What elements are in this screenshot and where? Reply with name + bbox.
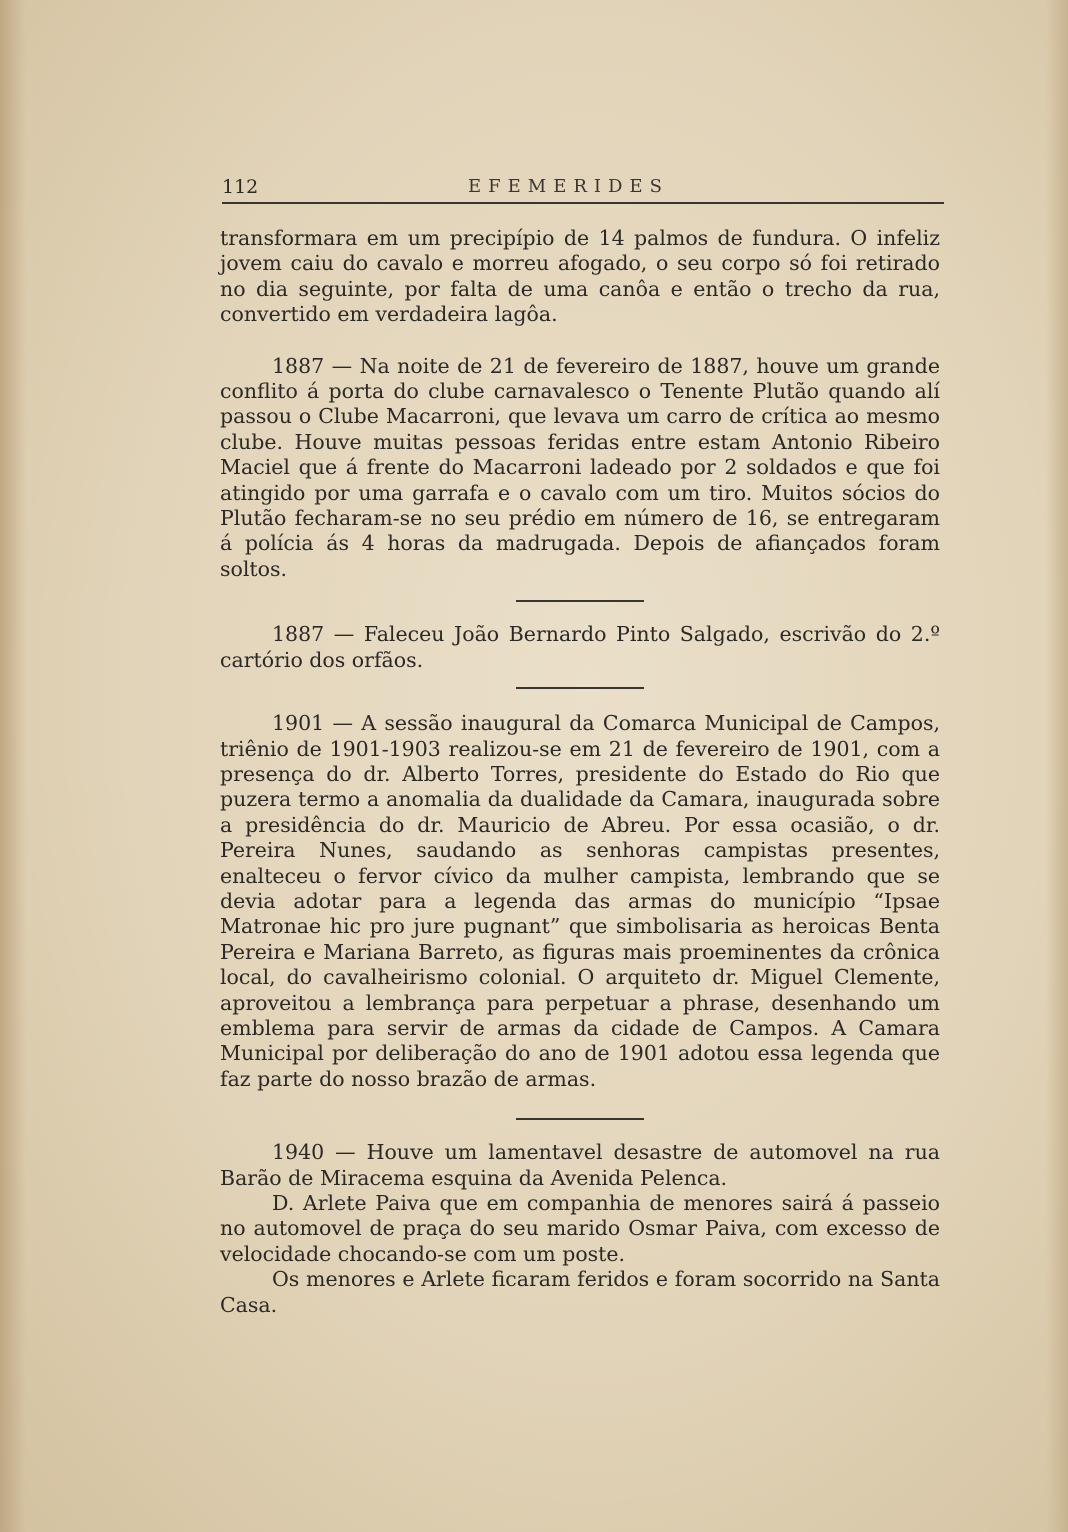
page-header [222,172,944,204]
page-edge-shadow-right [1046,0,1068,1532]
running-title: EFEMERIDES [468,176,669,197]
page-body [220,226,940,1318]
entry-1887-falecimento: 1887 — Faleceu João Bernardo Pinto Salgado, escrivão do 2.º cartório dos orfãos. [220,622,940,672]
entry-1940-desastre: 1940 — Houve um lamentavel desastre de automovel na rua Barão de Miracema esquina da Avenida Pelenca. [220,1140,940,1190]
page-number: 112 [222,176,259,198]
entry-1901-sessao: 1901 — A sessão inaugural da Comarca Municipal de Campos, triênio de 1901-1903 realizou-se em 21 de fevereiro de 1901, com a presença do dr. Alberto Torres, presidente do Estado do Rio que puzera termo a anomalia da dualidade da Camara, inaugurada sobre a presidência do dr. Mauricio de Abreu. Por essa ocasião, o dr. Pereira Nunes, saudando as senhoras campistas presentes, enalteceu o fervor cívico da mulher campista, lembrando que se devia adotar para a legenda das armas do município “Ipsae Matronae hic pro jure pugnant” que simbolisaria as heroicas Benta Pereira e Mariana Barreto, as figuras mais proeminentes da crônica local, do cavalheirismo colonial. O arquiteto dr. Miguel Clemente, aproveitou a lembrança para perpetuar a phrase, desenhando um emblema para servir de armas da cidade de Campos. A Camara Municipal por deliberação do ano de 1901 adotou essa legenda que faz parte do nosso brazão de armas. [220,711,940,1091]
paragraph-continuation: transformara em um precipípio de 14 palmos de fundura. O infeliz jovem caiu do cavalo e morreu afogado, o seu corpo só foi retirado no dia seguinte, por falta de uma canôa e então o trecho da rua, convertido em verdadeira lagôa. [220,226,940,327]
page-edge-shadow-left [0,0,26,1532]
entry-1940-detalhe: D. Arlete Paiva que em companhia de menores sairá á passeio no automovel de praça do seu marido Osmar Paiva, com excesso de velocidade chocando-se com um poste. [220,1191,940,1266]
entry-1940-desfecho: Os menores e Arlete ficaram feridos e foram socorrido na Santa Casa. [220,1267,940,1317]
entry-1887-conflito: 1887 — Na noite de 21 de fevereiro de 1887, houve um grande conflito á porta do clube carnavalesco o Tenente Plutão quando alí passou o Clube Macarroni, que levava um carro de crítica ao mesmo clube. Houve muitas pessoas feridas entre estam Antonio Ribeiro Maciel que á frente do Macarroni ladeado por 2 soldados e que foi atingido por uma garrafa e o cavalo com um tiro. Muitos sócios do Plutão fecharam-se no seu prédio em número de 16, se entregaram á polícia ás 4 horas da madrugada. Depois de afiançados foram soltos. [220,353,940,581]
